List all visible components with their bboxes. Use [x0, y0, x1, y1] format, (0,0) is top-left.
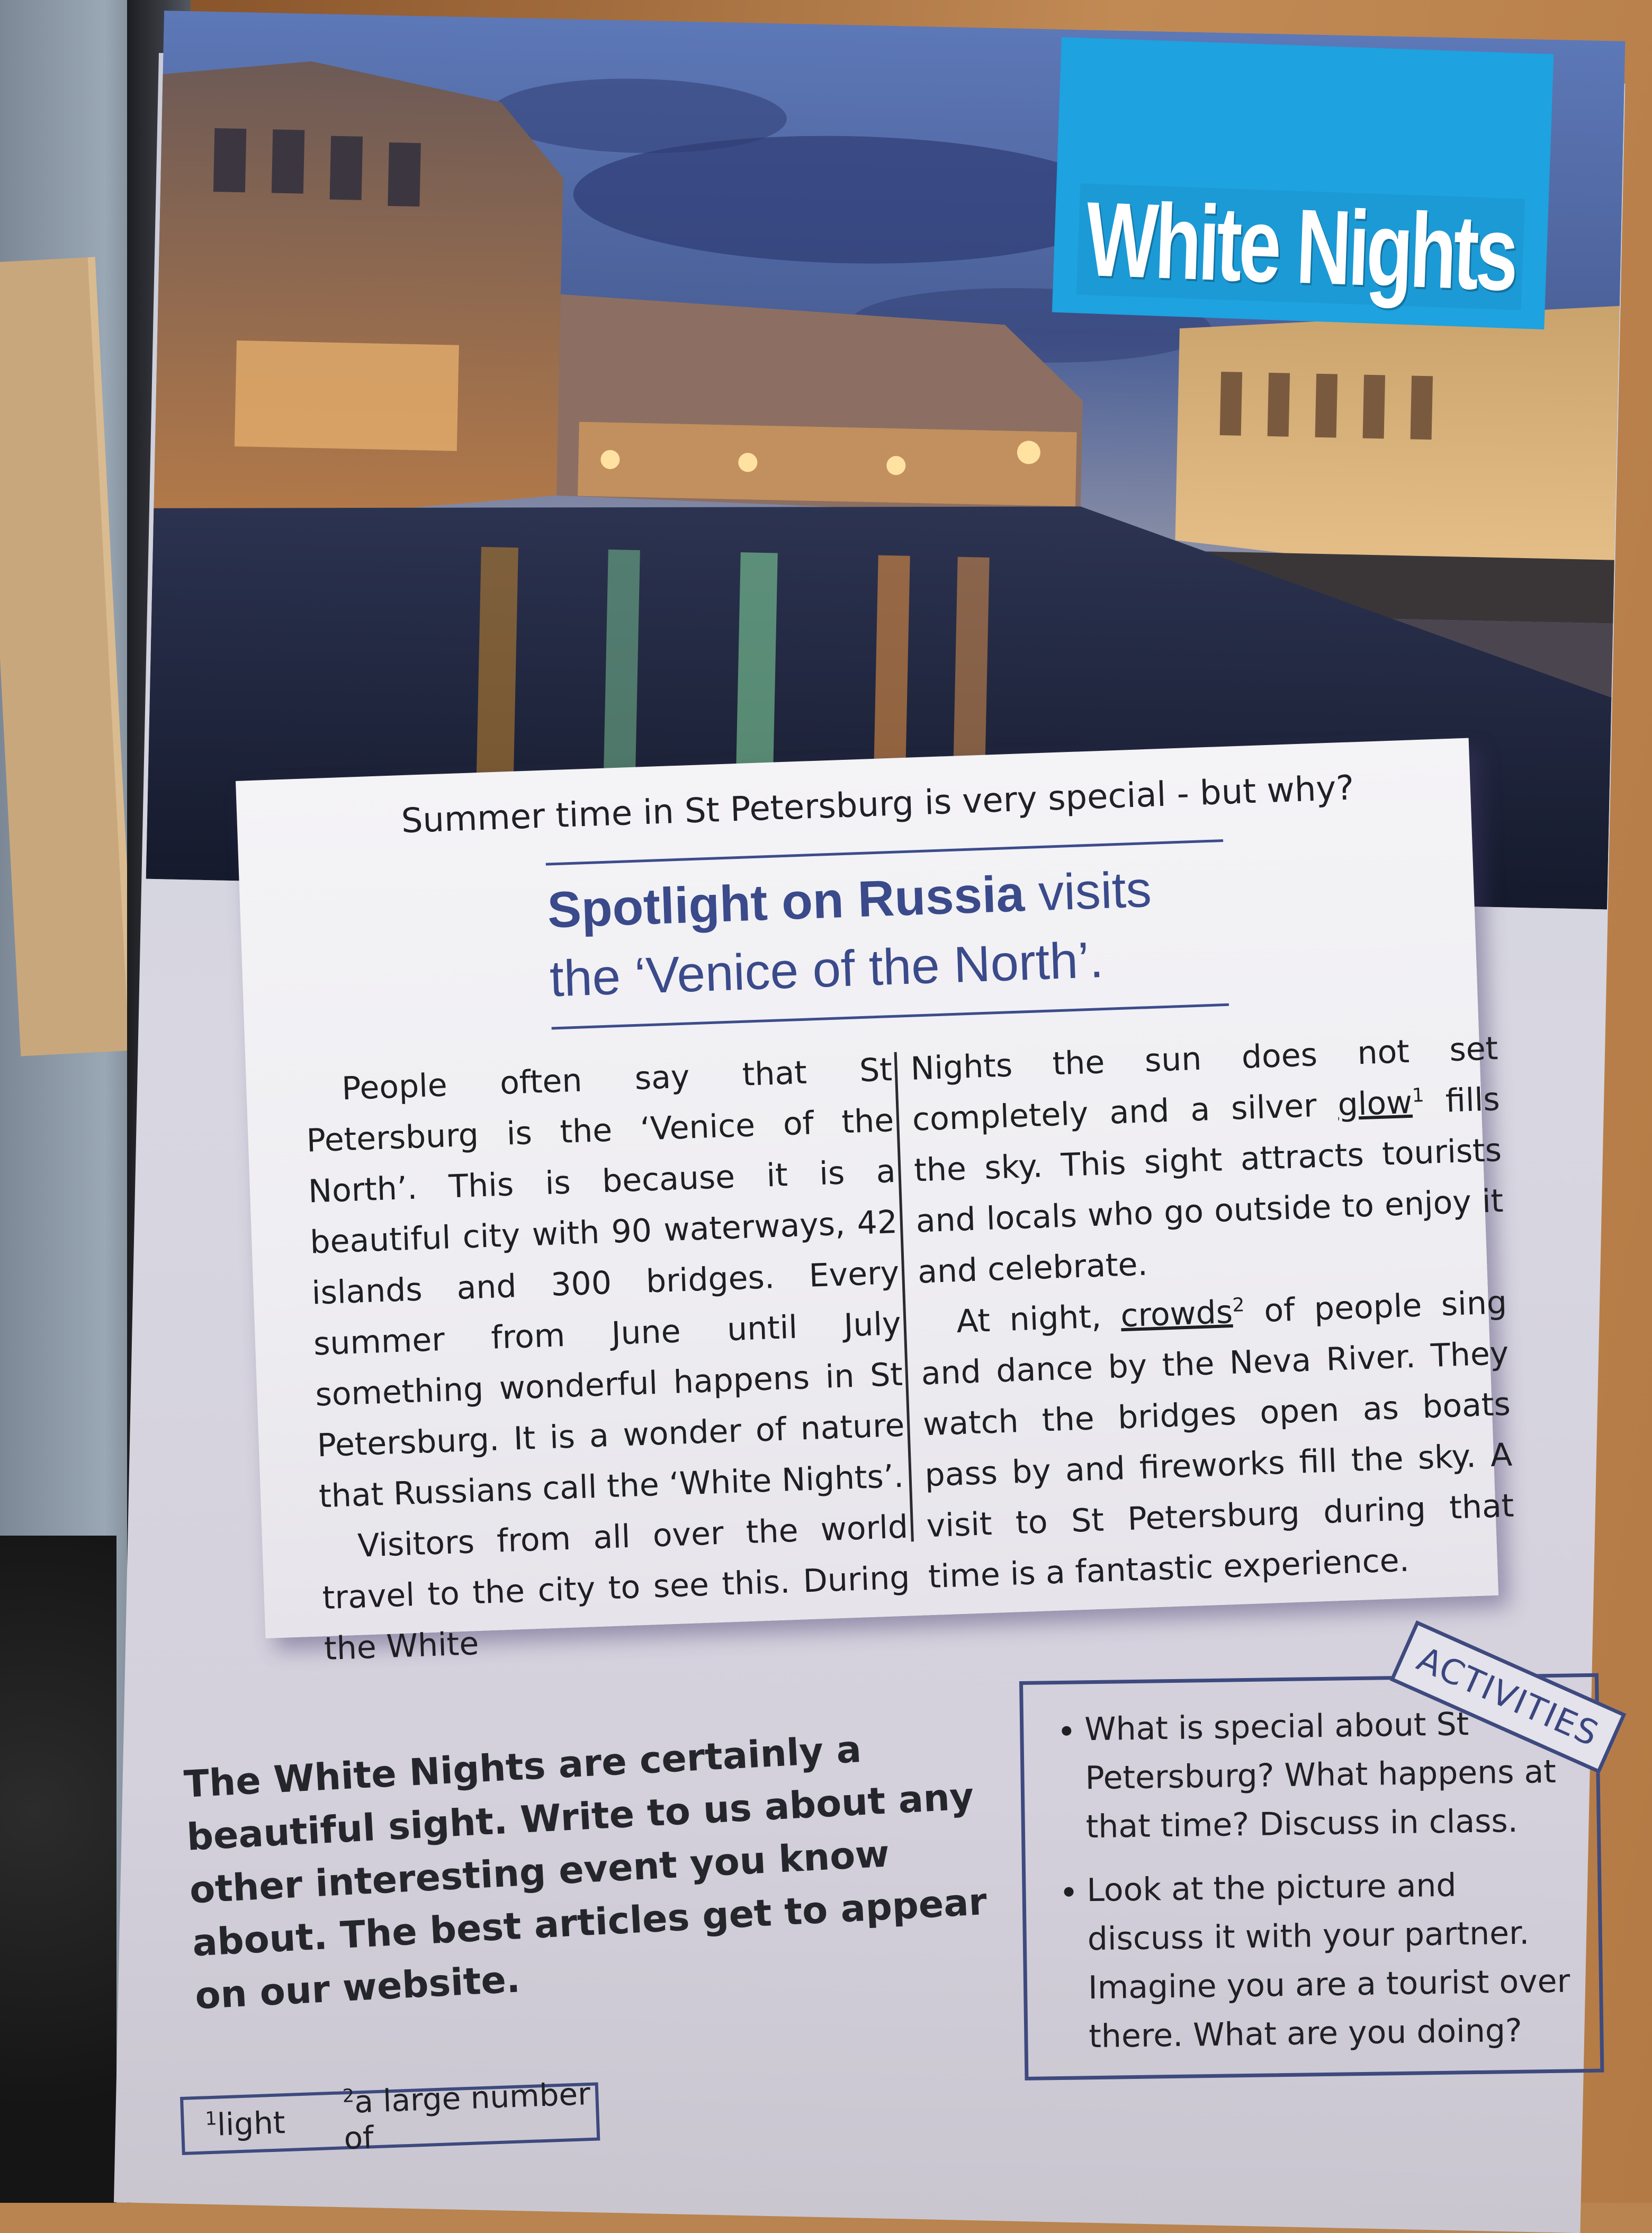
activity-item: • Look at the picture and discuss it with your partner. Imagine you are a tourist over there. What are you doing?: [1087, 1859, 1579, 2061]
article-subtitle: Summer time in St Petersburg is very special - but why?: [400, 768, 1355, 841]
glossary-word-crowds: crowds: [1120, 1293, 1234, 1335]
glossary-word-glow: glow: [1337, 1083, 1413, 1124]
title-banner: [1052, 37, 1554, 329]
headline-line2: the ‘Venice of the North’.: [549, 931, 1105, 1008]
article-paragraph: Visitors from all over the world travel to the city to see this. During the White: [321, 1508, 911, 1668]
paragraph-text: At night,: [956, 1297, 1121, 1341]
footnote-2: [342, 2076, 597, 2157]
footnote-text: light: [216, 2104, 286, 2143]
paragraph-text: fills the sky. This sight attracts tourists and locals who go outside to enjoy it and celebrate.: [913, 1081, 1504, 1291]
headline-magazine: Spotlight on Russia: [546, 865, 1026, 939]
article-column-right: [910, 1023, 1516, 1602]
article-paragraph: [919, 1277, 1516, 1602]
article-column-left: [304, 1044, 913, 1674]
footnote-1: [205, 2104, 286, 2143]
title-plate: [1076, 180, 1525, 313]
article-headline: [546, 850, 1292, 1014]
footnote-ref: 2: [1232, 1294, 1245, 1316]
article-paragraph: [910, 1023, 1506, 1297]
article-paragraph: People often say that St Petersburg is the ‘Venice of the North’. This is because it is a beautiful city with 90 waterways, 42 islands and 300 bridges. Every summer from June until July something wonderful happens in St Petersburg. It is a wonder of nature that Russians call the ‘White Nights’.: [306, 1051, 905, 1515]
call-to-action: The White Nights are certainly a beautiful sight. Write to us about any other interesting event you know about. The best articles get to appear on our website.: [183, 1727, 988, 2018]
footnote-number: 1: [204, 2108, 218, 2130]
headline-visits: visits: [1023, 860, 1153, 922]
left-page-sidebar: [0, 257, 137, 1056]
page-title: White Nights: [1084, 180, 1518, 313]
activities-label-text: ACTIVITIES: [1411, 1639, 1605, 1755]
footnote-text: a large number of: [343, 2075, 591, 2157]
article-card: [236, 738, 1515, 1668]
activity-item: • What is special about St Petersburg? What happens at that time? Discuss in class.: [1084, 1698, 1576, 1851]
footnote-ref: 1: [1412, 1084, 1425, 1107]
paragraph-text: Nights the sun does not set completely and a silver: [910, 1030, 1499, 1138]
left-page-photo: [0, 1536, 116, 2203]
footnote-number: 2: [342, 2085, 355, 2107]
paragraph-text: of people sing and dance by the Neva River. They watch the bridges open as boats pass by and fireworks fill the sky. A visit to St Petersburg during that time is a fantastic experience.: [920, 1284, 1515, 1596]
